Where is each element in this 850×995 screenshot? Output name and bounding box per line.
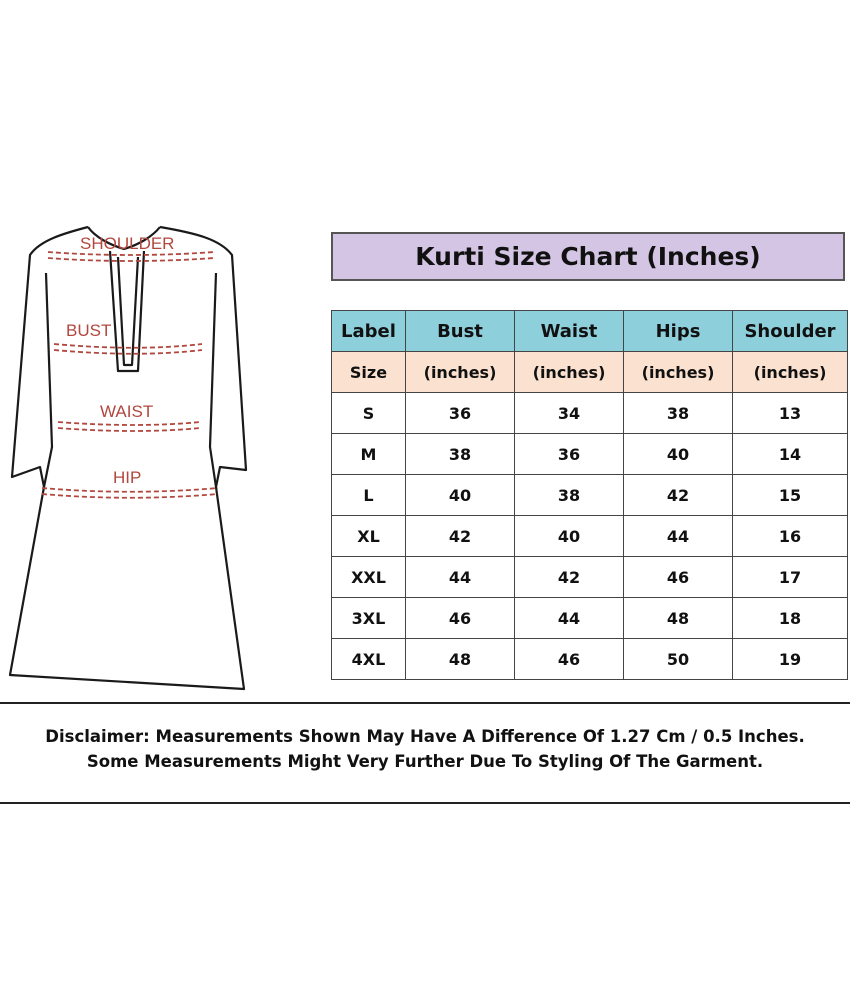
shoulder-cell: 18 xyxy=(733,598,848,639)
kurti-outline-drawing xyxy=(0,215,260,695)
hip-label: HIP xyxy=(113,468,142,487)
disclaimer-line-1: Disclaimer: Measurements Shown May Have A Difference Of 1.27 Cm / 0.5 Inches. xyxy=(45,727,805,746)
units-row xyxy=(332,352,848,393)
table-row xyxy=(332,516,848,557)
waist-cell: 44 xyxy=(515,598,624,639)
hips-cell: 50 xyxy=(624,639,733,680)
size-cell: S xyxy=(332,393,406,434)
units-size: Size xyxy=(332,352,406,393)
header-waist: Waist xyxy=(515,311,624,352)
size-cell: XXL xyxy=(332,557,406,598)
hips-cell: 44 xyxy=(624,516,733,557)
units-shoulder: (inches) xyxy=(733,352,848,393)
units-hips: (inches) xyxy=(624,352,733,393)
header-label: Label xyxy=(332,311,406,352)
header-bust: Bust xyxy=(406,311,515,352)
bust-cell: 40 xyxy=(406,475,515,516)
hips-cell: 48 xyxy=(624,598,733,639)
shoulder-cell: 16 xyxy=(733,516,848,557)
waist-cell: 42 xyxy=(515,557,624,598)
table-row xyxy=(332,598,848,639)
waist-cell: 46 xyxy=(515,639,624,680)
shoulder-cell: 15 xyxy=(733,475,848,516)
hips-cell: 46 xyxy=(624,557,733,598)
waist-cell: 40 xyxy=(515,516,624,557)
hips-cell: 38 xyxy=(624,393,733,434)
table-row xyxy=(332,393,848,434)
disclaimer-line-2: Some Measurements Might Very Further Due To Styling Of The Garment. xyxy=(86,752,764,771)
size-chart-table xyxy=(331,310,848,680)
waist-label: WAIST xyxy=(100,402,154,421)
top-divider xyxy=(0,702,850,704)
chart-title: Kurti Size Chart (Inches) xyxy=(331,232,845,281)
bust-cell: 44 xyxy=(406,557,515,598)
size-cell: 4XL xyxy=(332,639,406,680)
hips-cell: 40 xyxy=(624,434,733,475)
bust-cell: 48 xyxy=(406,639,515,680)
shoulder-cell: 13 xyxy=(733,393,848,434)
table-row xyxy=(332,475,848,516)
waist-cell: 34 xyxy=(515,393,624,434)
bust-cell: 46 xyxy=(406,598,515,639)
bottom-divider xyxy=(0,802,850,804)
shoulder-cell: 14 xyxy=(733,434,848,475)
kurti-illustration xyxy=(0,215,260,695)
table-row xyxy=(332,639,848,680)
bust-cell: 36 xyxy=(406,393,515,434)
bust-cell: 38 xyxy=(406,434,515,475)
units-waist: (inches) xyxy=(515,352,624,393)
shoulder-cell: 19 xyxy=(733,639,848,680)
waist-cell: 36 xyxy=(515,434,624,475)
header-shoulder: Shoulder xyxy=(733,311,848,352)
bust-cell: 42 xyxy=(406,516,515,557)
size-cell: L xyxy=(332,475,406,516)
units-bust: (inches) xyxy=(406,352,515,393)
table-row xyxy=(332,434,848,475)
header-row xyxy=(332,311,848,352)
size-cell: 3XL xyxy=(332,598,406,639)
header-hips: Hips xyxy=(624,311,733,352)
waist-cell: 38 xyxy=(515,475,624,516)
shoulder-label: SHOULDER xyxy=(80,234,175,253)
hips-cell: 42 xyxy=(624,475,733,516)
table-row xyxy=(332,557,848,598)
bust-label: BUST xyxy=(66,321,112,340)
disclaimer xyxy=(0,724,850,774)
size-cell: XL xyxy=(332,516,406,557)
shoulder-cell: 17 xyxy=(733,557,848,598)
size-cell: M xyxy=(332,434,406,475)
